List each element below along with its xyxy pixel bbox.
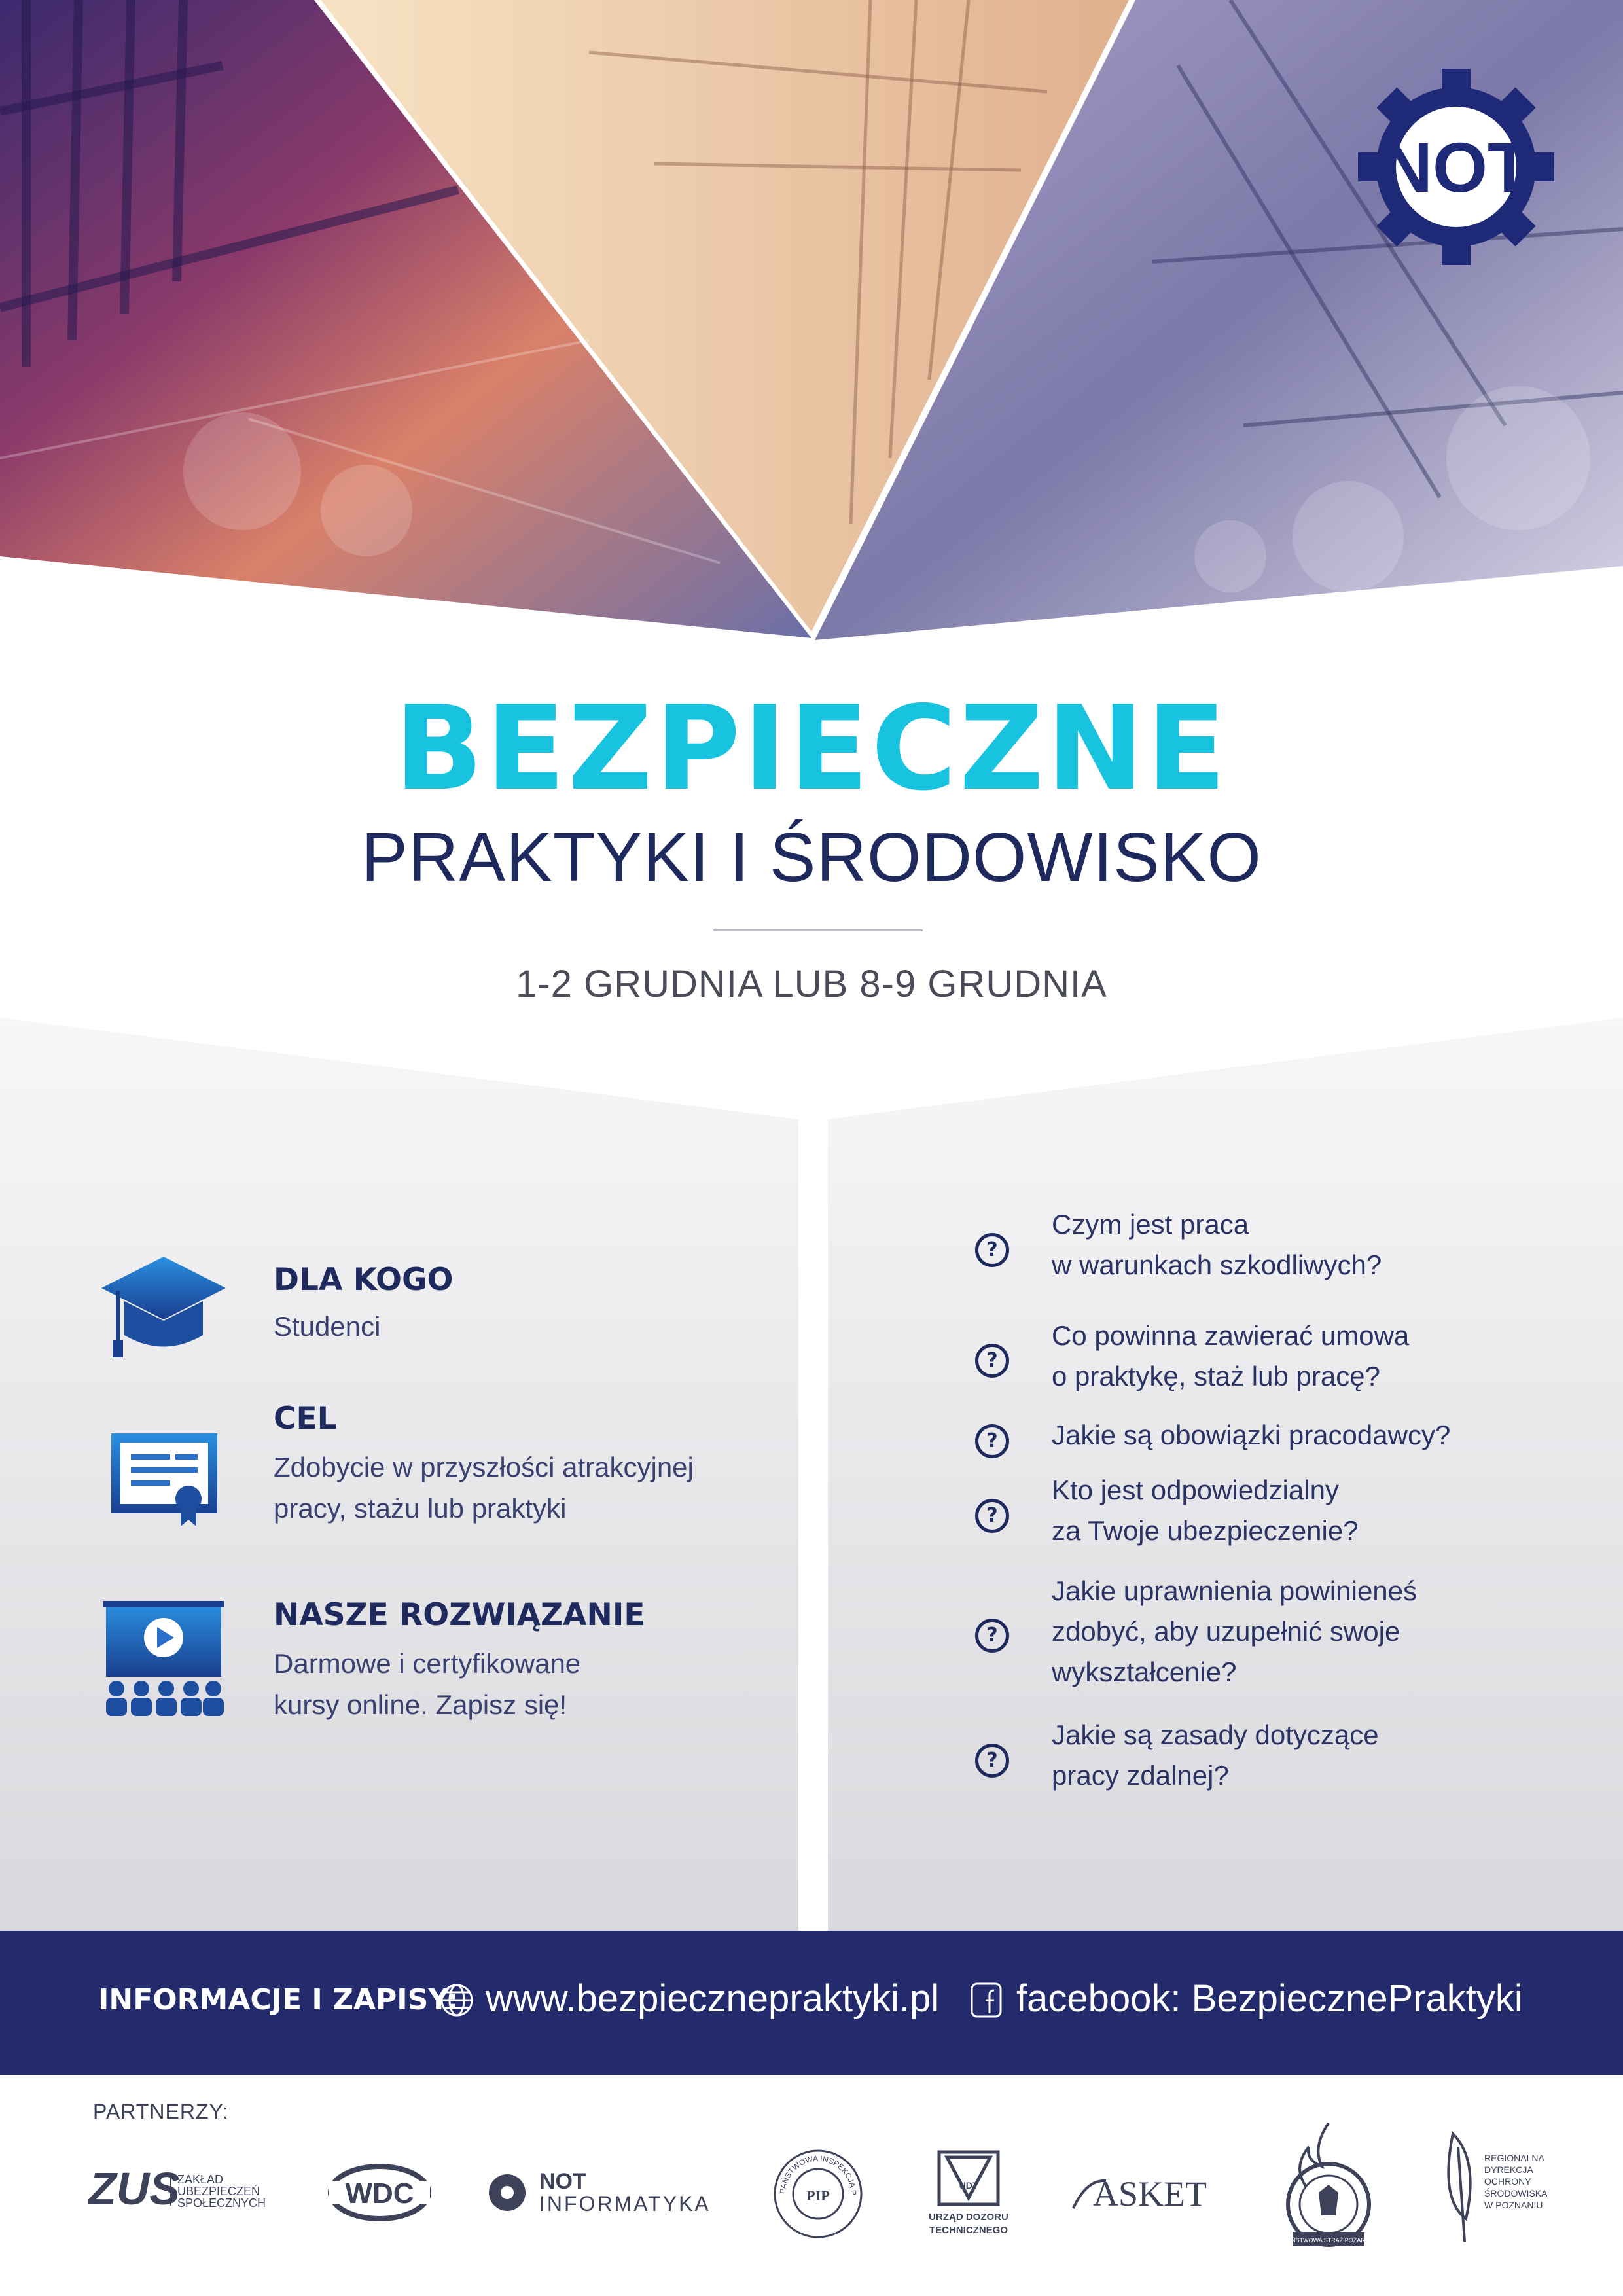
question-text xyxy=(1052,1316,1575,1397)
svg-text:TECHNICZNEGO: TECHNICZNEGO xyxy=(929,2225,1008,2236)
question-icon: ? xyxy=(975,1744,1009,1778)
section-title: NASZE ROZWIĄZANIE xyxy=(274,1597,645,1633)
question-line: za Twoje ubezpieczenie? xyxy=(1052,1515,1359,1546)
not-informatyka-logo xyxy=(484,2121,720,2258)
question-icon: ? xyxy=(975,1424,1009,1458)
asket-logo xyxy=(1067,2121,1230,2258)
section-text-line: Darmowe i certyfikowane xyxy=(274,1648,581,1679)
question-icon: ? xyxy=(975,1233,1009,1267)
question-text xyxy=(1052,1204,1575,1285)
svg-text:OCHRONY: OCHRONY xyxy=(1484,2176,1531,2187)
question-line: zdobyć, aby uzupełnić swoje xyxy=(1052,1616,1400,1647)
svg-text:ZAKŁAD: ZAKŁAD xyxy=(177,2173,224,2186)
divider xyxy=(713,929,923,931)
svg-text:PIP: PIP xyxy=(806,2187,830,2204)
section-text xyxy=(274,1306,771,1347)
partners-label: PARTNERZY: xyxy=(93,2100,229,2123)
question-text xyxy=(1052,1571,1575,1693)
zus-logo xyxy=(88,2121,285,2258)
online-course-icon xyxy=(98,1597,229,1728)
info-label: INFORMACJE I ZAPISY: xyxy=(98,1983,458,2017)
svg-text:UDT: UDT xyxy=(959,2180,978,2191)
question-text xyxy=(1052,1470,1575,1551)
svg-text:NOT: NOT xyxy=(539,2169,586,2194)
certificate-icon xyxy=(98,1414,229,1545)
svg-text:ŚRODOWISKA: ŚRODOWISKA xyxy=(1484,2188,1548,2198)
svg-text:W POZNANIU: W POZNANIU xyxy=(1484,2200,1543,2210)
section-text xyxy=(274,1643,771,1725)
facebook-link[interactable]: facebook: BezpiecznePraktyki xyxy=(1016,1977,1523,2020)
question-text xyxy=(1052,1715,1575,1796)
question-line: Jakie uprawnienia powinieneś xyxy=(1052,1575,1418,1606)
question-line: Czym jest praca xyxy=(1052,1209,1249,1240)
section-text-line: Zdobycie w przyszłości atrakcyjnej xyxy=(274,1452,694,1482)
question-icon: ? xyxy=(975,1344,1009,1378)
svg-text:WDC: WDC xyxy=(345,2178,414,2210)
pip-logo xyxy=(769,2121,867,2258)
svg-text:ASKET: ASKET xyxy=(1093,2174,1207,2214)
question-line: Co powinna zawierać umowa xyxy=(1052,1320,1410,1351)
facebook-icon xyxy=(970,1982,1003,2018)
question-text xyxy=(1052,1415,1575,1456)
not-logo xyxy=(1358,69,1554,265)
psp-logo xyxy=(1273,2121,1384,2258)
section-text xyxy=(274,1446,771,1529)
svg-text:SPOŁECZNYCH: SPOŁECZNYCH xyxy=(177,2197,266,2210)
info-bar xyxy=(0,1931,1623,2075)
website-link[interactable]: www.bezpiecznepraktyki.pl xyxy=(486,1977,940,2020)
question-icon: ? xyxy=(975,1619,1009,1653)
question-line: Kto jest odpowiedzialny xyxy=(1052,1475,1339,1505)
svg-text:DYREKCJA: DYREKCJA xyxy=(1484,2164,1533,2175)
question-line: w warunkach szkodliwych? xyxy=(1052,1249,1382,1280)
rdos-logo xyxy=(1427,2121,1558,2258)
graduation-cap-icon xyxy=(98,1244,229,1374)
hero-image xyxy=(0,0,1623,641)
wdc-logo xyxy=(324,2121,435,2258)
section-text-line: kursy online. Zapisz się! xyxy=(274,1689,567,1720)
svg-text:URZĄD DOZORU: URZĄD DOZORU xyxy=(929,2212,1008,2223)
svg-text:UBEZPIECZEŃ: UBEZPIECZEŃ xyxy=(177,2185,260,2198)
question-line: wykształcenie? xyxy=(1052,1657,1237,1687)
svg-text:INFORMATYKA: INFORMATYKA xyxy=(539,2192,711,2215)
page-title: BEZPIECZNE xyxy=(394,681,1229,816)
section-text-line: pracy, stażu lub praktyki xyxy=(274,1493,567,1524)
question-icon: ? xyxy=(975,1499,1009,1533)
section-text-line: Studenci xyxy=(274,1311,381,1342)
content-panels xyxy=(0,1008,1623,1931)
question-line: Jakie są zasady dotyczące xyxy=(1052,1719,1379,1750)
globe-icon xyxy=(440,1983,474,2017)
event-dates: 1-2 GRUDNIA LUB 8-9 GRUDNIA xyxy=(516,963,1107,1005)
svg-text:NOT: NOT xyxy=(1382,128,1531,207)
section-title: CEL xyxy=(274,1401,337,1437)
svg-text:PAŃSTWOWA INSPEKCJA PRACY: PAŃSTWOWA INSPEKCJA P xyxy=(777,2153,859,2196)
svg-text:PAŃSTWOWA STRAŻ POŻARNA: PAŃSTWOWA STRAŻ POŻARNA xyxy=(1283,2237,1374,2244)
page-subtitle: PRAKTYKI I ŚRODOWISKO xyxy=(361,819,1262,896)
svg-text:ZUS: ZUS xyxy=(88,2163,180,2214)
question-line: pracy zdalnej? xyxy=(1052,1760,1229,1791)
udt-logo xyxy=(919,2121,1018,2258)
section-title: DLA KOGO xyxy=(274,1262,454,1298)
question-line: Jakie są obowiązki pracodawcy? xyxy=(1052,1420,1451,1450)
question-line: o praktykę, staż lub pracę? xyxy=(1052,1361,1380,1391)
hero-graphic xyxy=(0,0,1623,641)
svg-text:REGIONALNA: REGIONALNA xyxy=(1484,2153,1544,2163)
